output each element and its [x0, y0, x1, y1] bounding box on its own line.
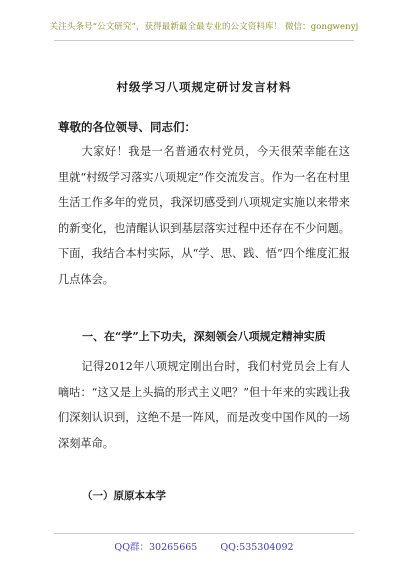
header-note: 关注头条号“公文研究”，获得最新最全最专业的公文资料库！ 微信：gongwenyj	[49, 22, 359, 32]
paragraph-intro: 大家好！我是一名普通农村党员，今天很荣幸能在这里就“村级学习落实八项规定”作交流发言。作为一名在村里生活工作多年的党员，我深切感受到八项规定实施以来带来的新变化，也清醒认识到基层落实过程中还存在不少问题。下面，我结合本村实际，从“学、思、践、悟”四个维度汇报几点体会。	[58, 145, 350, 286]
header-divider	[54, 40, 354, 41]
section-heading-1: 一、在“学”上下功夫，深刻领会八项规定精神实质	[82, 330, 326, 343]
footer-contact	[0, 539, 408, 553]
subsection-heading-1: （一）原原本本学	[82, 490, 166, 502]
footer-qq-number: QQ:535304092	[220, 542, 294, 553]
footer-qq-group: QQ群：30265665	[114, 542, 198, 553]
document-title: 村级学习八项规定研讨发言材料	[116, 80, 292, 94]
salutation: 尊敬的各位领导、同志们：	[58, 120, 196, 134]
footer-divider	[54, 533, 354, 534]
paragraph-section-1: 记得2012年八项规定刚出台时，我们村党员会上有人嘀咕：“这又是上头搞的形式主义吧？”但十年来的实践让我们深刻认识到，这绝不是一阵风，而是改变中国作风的一场深刻革命。	[58, 360, 350, 450]
